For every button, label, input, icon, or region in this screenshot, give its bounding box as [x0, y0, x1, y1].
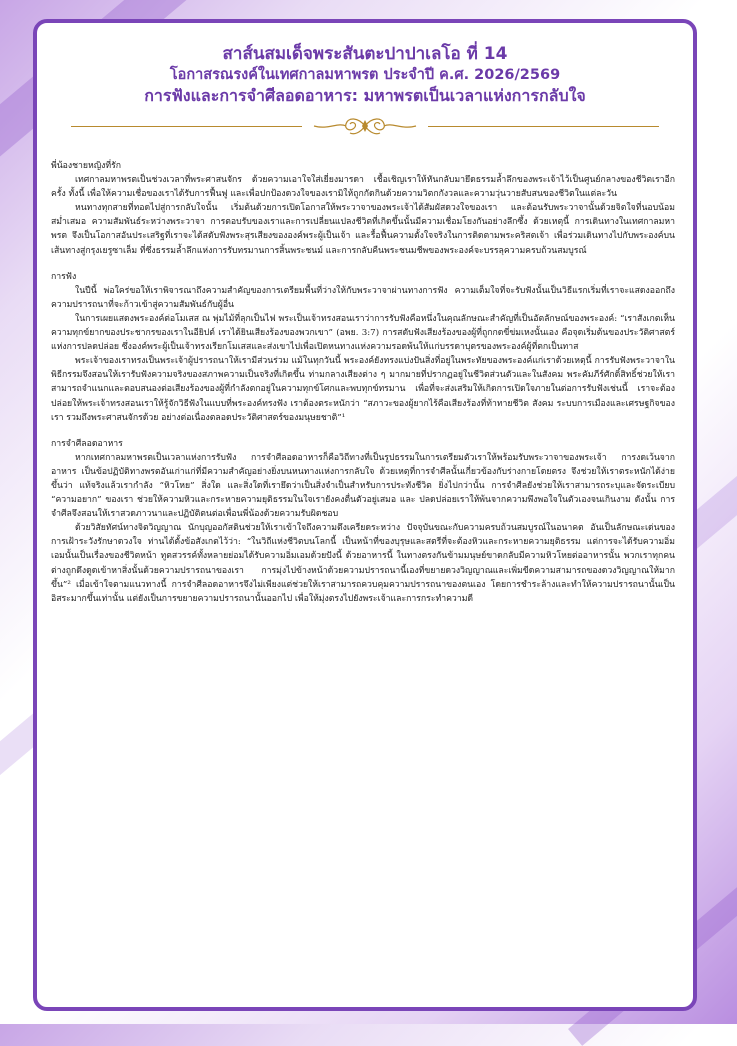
divider-line-left — [71, 126, 302, 127]
body-paragraph: ด้วยวิสัยทัศน์ทางจิตวิญญาณ นักบุญออกัสตินช่วยให้เราเข้าใจถึงความตึงเครียดระหว่าง ปัจจุบันขณะกับความครบถ้วนสมบูรณ์ในอนาคต อันเป็นลักษณะเด่นของการเฝ้าระวังรักษาดวงใจ ท่านได้ตั้งข้อสังเกตไว้ว่า: “ในวิถีแห่งชีวิตบนโลกนี้ เป็นหน้าที่ของบุรุษและสตรีที่จะต้องหิวและกระหายความยุติธรรม แต่การจะได้รับความอิ่มเอมนั้นเป็นเรื่องของชีวิตหน้า ทูตสวรรค์ทั้งหลายย่อมได้รับความอิ่มเอมด้วยปังนี้ ด้วยอาหารนี้ ในทางตรงกันข้ามมนุษย์ขาดกลับมีความหิวโหยต่ออาหารนั้น พวกเราทุกคนต่างถูกดึงดูดเข้าหาสิ่งนั้นด้วยความปรารถนาของเรา การมุ่งไปข้างหน้าด้วยความปรารถนานี้เองที่ขยายดวงวิญญาณและเพิ่มขีดความสามารถของดวงวิญญาณให้มากขึ้น”² เมื่อเข้าใจตามแนวทางนี้ การจำศีลอดอาหารจึงไม่เพียงแต่ช่วยให้เราสามารถควบคุมความปรารถนาของตนเอง โดยการชำระล้างและทำให้ความปรารถนานั้นเป็นอิสระมากขึ้นเท่านั้น แต่ยังเป็นการขยายความปรารถนานั้นออกไป เพื่อให้มุ่งตรงไปยังพระเจ้าและการกระทำความดี — [51, 523, 675, 604]
intro-paragraph: เทศกาลมหาพรตเป็นช่วงเวลาที่พระศาสนจักร ด้วยความเอาใจใส่เยี่ยงมารดา เชื้อเชิญเราให้หันกลับมายึดธรรมล้ำลึกของพระเจ้าไว้เป็นศูนย์กลางของชีวิตเราอีกครั้ง ทั้งนี้ เพื่อให้ความเชื่อของเราได้รับการฟื้นฟู และเพื่อปกป้องดวงใจของเรามิให้ถูกกัดกินด้วยความวิตกกังวลและความวุ่นวายสับสนของชีวิตในแต่ละวัน — [51, 175, 675, 200]
document-body — [37, 137, 693, 606]
flourish-ornament-icon — [310, 115, 420, 137]
section-heading-listening: การฟัง — [51, 271, 77, 282]
document-header — [37, 23, 693, 107]
message-card — [33, 19, 697, 1011]
intro-paragraph: หนทางทุกสายที่ทอดไปสู่การกลับใจนั้น เริ่มต้นด้วยการเปิดโอกาสให้พระวาจาของพระเจ้าได้สัมผัสดวงใจของเรา และต้อนรับพระวาจานั้นด้วยจิตใจที่นอบน้อมสม่ำเสมอ ความสัมพันธ์ระหว่างพระวาจา การตอบรับของเราและการเปลี่ยนแปลงชีวิตที่เกิดขึ้นนั้นมีความเชื่อมโยงกันอย่างลึกซึ้ง ด้วยเหตุนี้ การเดินทางในเทศกาลมหาพรต จึงเป็นโอกาสอันประเสริฐที่เราจะได้สดับฟังพระสุรเสียงขององค์พระผู้เป็นเจ้า และรื้อฟื้นความตั้งใจจริงในการติดตามพระคริสตเจ้า เพื่อร่วมเดินทางไปกับพระองค์บนเส้นทางสู่กรุงเยรูซาเล็ม ที่ซึ่งธรรมล้ำลึกแห่งการรับทรมานการสิ้นพระชนม์ และการกลับคืนพระชนมชีพของพระองค์จะบรรลุความครบถ้วนสมบูรณ์ — [51, 203, 675, 256]
body-paragraph: ในการเผยแสดงพระองค์ต่อโมเสส ณ พุ่มไม้ที่ลุกเป็นไฟ พระเป็นเจ้าทรงสอนเราว่าการรับฟังคือหนึ่งในคุณลักษณะสำคัญที่เป็นอัตลักษณ์ของพระองค์: “เราสังเกตเห็นความทุกข์ยากของประชากรของเราในอียิปต์ เราได้ยินเสียงร้องของพวกเขา” (อพย. 3:7) การสดับฟังเสียงร้องของผู้ที่ถูกกดขี่ข่มเหงนั้นเอง คือจุดเริ่มต้นของประวัติศาสตร์แห่งการปลดปล่อย ซึ่งองค์พระผู้เป็นเจ้าทรงเรียกโมเสสและส่งเขาไปเพื่อเปิดหนทางแห่งความรอดพ้นให้แก่บรรดาบุตรของพระองค์ผู้ที่ตกเป็นทาส — [51, 313, 675, 353]
body-paragraph: ในปีนี้ พ่อใคร่ขอให้เราพิจารณาถึงความสำคัญของการเตรียมพื้นที่ว่างให้กับพระวาจาผ่านทางการฟัง ความเต็มใจที่จะรับฟังนั้นเป็นวิธีแรกเริ่มที่เราจะแสดงออกถึงความปรารถนาที่จะก้าวเข้าสู่ความสัมพันธ์กับผู้อื่น — [51, 285, 675, 310]
title-line-1: สาส์นสมเด็จพระสันตะปาปาเลโอ ที่ 14 — [222, 44, 508, 64]
divider-line-right — [428, 126, 659, 127]
salutation: พี่น้องชายหญิงที่รัก — [51, 161, 122, 171]
body-paragraph: พระเจ้าของเราทรงเป็นพระเจ้าผู้ปรารถนาให้เรามีส่วนร่วม แม้ในทุกวันนี้ พระองค์ยังทรงแบ่งปันสิ่งที่อยู่ในพระทัยของพระองค์แก่เราด้วยเหตุนี้ การรับฟังพระวาจาในพิธีกรรมจึงสอนให้เรารับฟังความจริงของสภาพความเป็นจริงที่เกิดขึ้น ท่ามกลางเสียงต่าง ๆ มากมายที่ปรากฏอยู่ในชีวิตส่วนตัวและในสังคม พระคัมภีร์ศักดิ์สิทธิ์ช่วยให้เราสามารถจำแนกและตอบสนองต่อเสียงร้องของผู้ที่กำลังตกอยู่ในความทุกข์โศกและพบทุกข์ทรมาน เพื่อที่จะส่งเสริมให้เกิดการเปิดใจภายในต่อการรับฟังเช่นนี้ เราจะต้องปล่อยให้พระเจ้าทรงสอนเราให้รู้จักวิธีฟังในแบบที่พระองค์ทรงฟัง เราต้องตระหนักว่า “สภาวะของผู้ยากไร้คือเสียงร้องที่ท้าทายชีวิต สังคม ระบบการเมืองและเศรษฐกิจของเรา รวมถึงพระศาสนจักรด้วย อย่างต่อเนื่องตลอดประวัติศาสตร์ของมนุษยชาติ”¹ — [51, 356, 675, 423]
title-line-3: การฟังและการจำศีลอดอาหาร: มหาพรตเป็นเวลาแห่งการกลับใจ — [144, 86, 586, 105]
body-paragraph: หากเทศกาลมหาพรตเป็นเวลาแห่งการรับฟัง การจำศีลอดอาหารก็คือวิถีทางที่เป็นรูปธรรมในการเตรียมตัวเราให้พร้อมรับพระวาจาของพระเจ้า การงดเว้นจากอาหาร เป็นข้อปฏิบัติทางพรตอันเก่าแก่ที่มีความสำคัญอย่างยิ่งบนหนทางแห่งการกลับใจ ด้วยเหตุที่การจำศีลนั้นเกี่ยวข้องกับร่างกายโดยตรง จึงช่วยให้เราตระหนักได้ง่ายขึ้นว่า แท้จริงแล้วเรากำลัง “หิวโหย” สิ่งใด และสิ่งใดที่เรายึดว่าเป็นสิ่งจำเป็นสำหรับการประทังชีวิต ยิ่งไปกว่านั้น การจำศีลยังช่วยให้เราสามารถระบุและจัดระเบียบ “ความอยาก” ของเรา ช่วยให้ความหิวและกระหายความยุติธรรมในใจเรายังคงตื่นตัวอยู่เสมอ และ ปลดปล่อยเราให้พ้นจากความพึงพอใจในตัวเองจนเกินงาม ดังนั้น การจำศีลจึงสอนให้เราสวดภาวนาและปฏิบัติตนต่อเพื่อนพี่น้องด้วยความรับผิดชอบ — [51, 452, 675, 520]
section-heading-fasting: การจำศีลอดอาหาร — [51, 438, 123, 449]
title-line-2: โอกาสรณรงค์ในเทศกาลมหาพรต ประจำปี ค.ศ. 2026/2569 — [169, 67, 561, 83]
ornamental-divider — [71, 115, 659, 137]
